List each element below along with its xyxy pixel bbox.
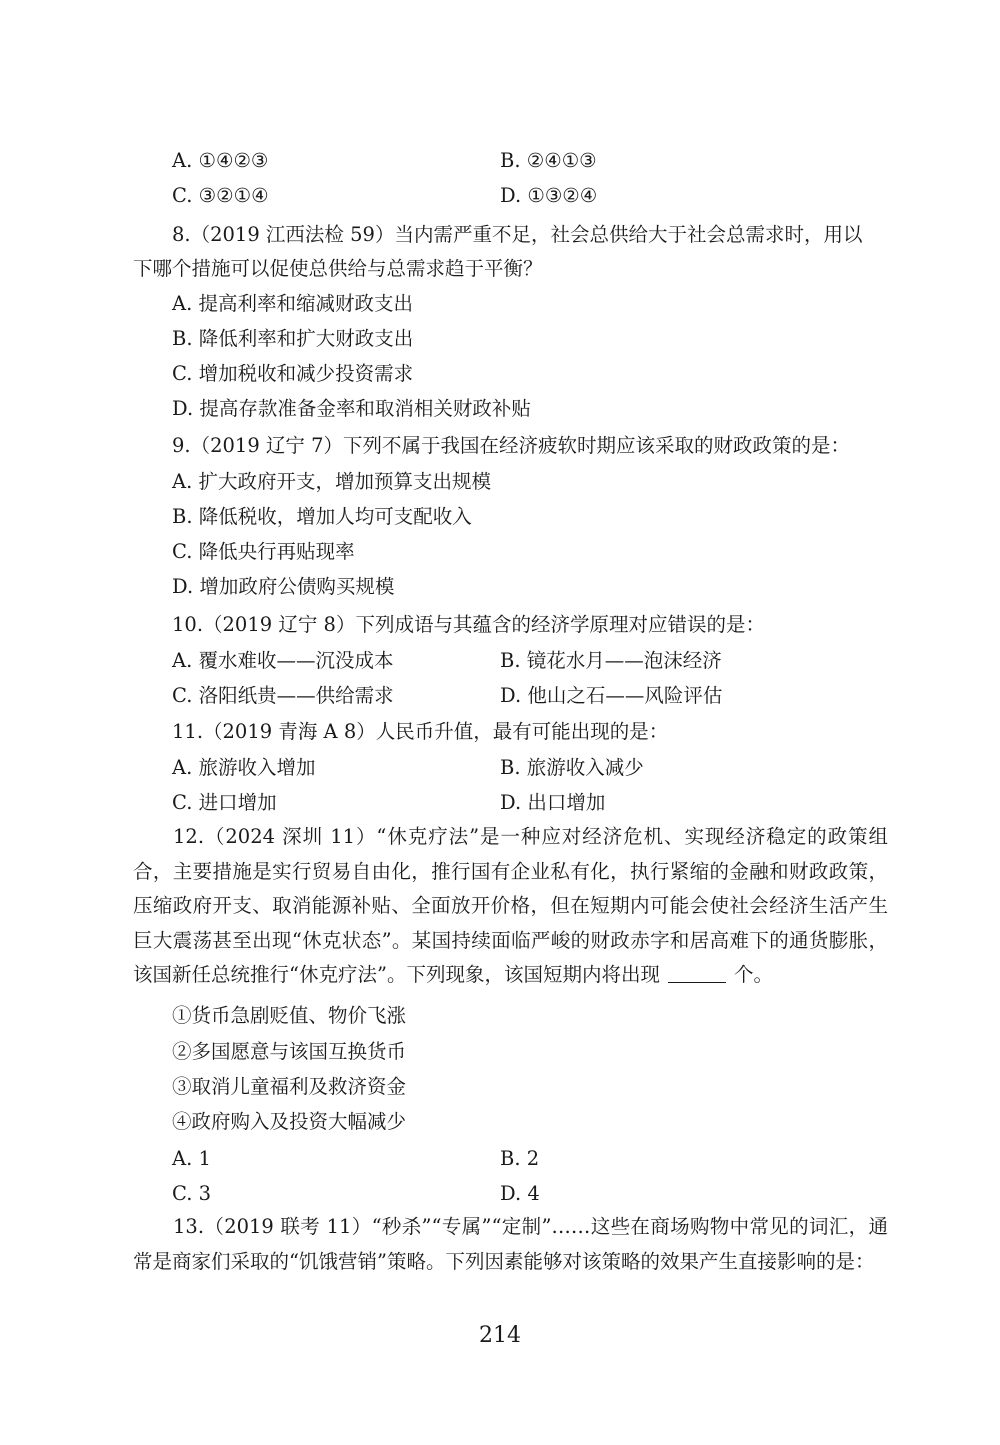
question-10-stem xyxy=(172,612,765,638)
option-b: B. ②④①③ xyxy=(500,149,597,172)
option-d: D. 出口增加 xyxy=(500,791,606,814)
page-number: 214 xyxy=(479,1323,521,1348)
answer-blank xyxy=(668,962,726,983)
option-b: B. 旅游收入减少 xyxy=(500,756,644,779)
question-number: 9. xyxy=(172,434,191,457)
option-d: D. 4 xyxy=(500,1182,540,1205)
option-a: A. 提高利率和缩减财政支出 xyxy=(172,292,413,315)
question-source: （2019 江西法检 59） xyxy=(190,223,395,246)
question-number: 8. xyxy=(172,223,191,246)
statement-item: ①货币急剧贬值、物价飞涨 xyxy=(172,1004,407,1027)
option-a: A. 覆水难收——沉没成本 xyxy=(172,649,394,672)
option-a: A. 旅游收入增加 xyxy=(172,756,316,779)
question-stem: 下列成语与其蕴含的经济学原理对应错误的是： xyxy=(355,613,765,636)
option-c: C. 增加税收和减少投资需求 xyxy=(172,362,414,385)
option-d: D. 增加政府公债购买规模 xyxy=(172,575,395,598)
option-a: A. ①④②③ xyxy=(172,149,269,172)
question-source: （2024 深圳 11） xyxy=(204,825,377,848)
question-13-stem xyxy=(133,1210,888,1279)
statement-item: ④政府购入及投资大幅减少 xyxy=(172,1110,407,1133)
question-source: （2019 青海 A 8） xyxy=(203,720,376,743)
option-c: C. 降低央行再贴现率 xyxy=(172,540,355,563)
question-number: 12. xyxy=(173,825,205,848)
question-9-stem xyxy=(172,433,850,459)
option-d: D. ①③②④ xyxy=(500,184,598,207)
question-stem: “休克疗法”是一种应对经济危机、实现经济稳定的政策组合，主要措施是实行贸易自由化，推行国有企业私有化，执行紧缩的金融和财政政策，压缩政府开支、取消能源补贴、全面放开价格，但在短期内可能会使社会经济生活产生巨大震荡甚至出现“休克状态”。某国持续面临严峻的财政赤字和居高难下的通货膨胀，该国新任总统推行“休克疗法”。下列现象，该国短期内将出现 xyxy=(133,825,888,987)
question-number: 10. xyxy=(172,613,204,636)
option-d: D. 他山之石——风险评估 xyxy=(500,684,723,707)
question-source: （2019 辽宁 8） xyxy=(203,613,356,636)
question-stem: “秒杀”“专属”“定制”……这些在商场购物中常见的词汇，通常是商家们采取的“饥饿营销”策略。下列因素能够对该策略的效果产生直接影响的是： xyxy=(133,1215,888,1273)
option-b: B. 2 xyxy=(500,1147,540,1170)
question-stem-end: 个。 xyxy=(733,963,773,987)
question-source: （2019 辽宁 7） xyxy=(190,434,344,457)
question-source: （2019 联考 11） xyxy=(204,1215,372,1238)
option-c: C. 进口增加 xyxy=(172,791,277,814)
option-c: C. 洛阳纸贵——供给需求 xyxy=(172,684,394,707)
option-c: C. 3 xyxy=(172,1182,212,1205)
statement-item: ③取消儿童福利及救济资金 xyxy=(172,1075,407,1098)
option-a: A. 1 xyxy=(172,1147,211,1170)
option-b: B. 降低利率和扩大财政支出 xyxy=(172,327,414,350)
question-11-stem xyxy=(172,719,668,745)
question-8-stem-line1 xyxy=(172,222,862,248)
question-number: 11. xyxy=(172,720,204,743)
question-8-stem-line2: 下哪个措施可以促使总供给与总需求趋于平衡？ xyxy=(133,257,543,280)
option-c: C. ③②①④ xyxy=(172,184,269,207)
option-d: D. 提高存款准备金率和取消相关财政补贴 xyxy=(172,397,531,420)
option-a: A. 扩大政府开支，增加预算支出规模 xyxy=(172,470,491,493)
question-stem: 当内需严重不足，社会总供给大于社会总需求时，用以 xyxy=(394,223,863,246)
option-b: B. 降低税收，增加人均可支配收入 xyxy=(172,505,472,528)
statement-item: ②多国愿意与该国互换货币 xyxy=(172,1040,407,1063)
option-b: B. 镜花水月——泡沫经济 xyxy=(500,649,722,672)
question-number: 13. xyxy=(173,1215,205,1238)
question-12-stem xyxy=(133,820,888,993)
question-stem: 下列不属于我国在经济疲软时期应该采取的财政政策的是： xyxy=(343,434,851,457)
question-stem: 人民币升值，最有可能出现的是： xyxy=(375,720,669,743)
